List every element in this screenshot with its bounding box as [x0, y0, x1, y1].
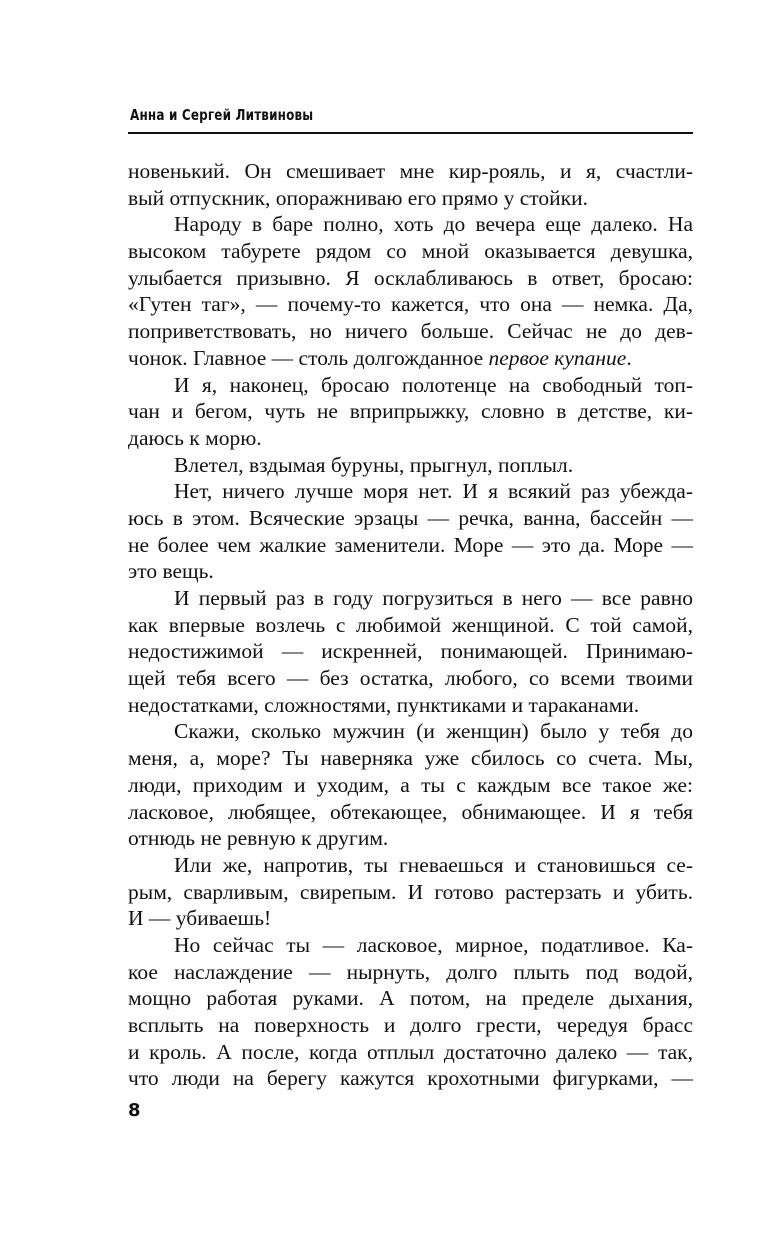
- text-line: вый отпускник, опоражниваю его прямо у стойки.: [128, 185, 588, 210]
- text-line: это вещь.: [128, 559, 214, 584]
- text-line: улыбается призывно. Я осклабливаюсь в ответ, бросаю:: [128, 265, 693, 290]
- text-line: как впервые возлечь с любимой женщиной. С той самой,: [128, 612, 693, 637]
- text-line: щей тебя всего — без остатка, любого, со всеми твоими: [128, 666, 693, 691]
- text-line: Нет, ничего лучше моря нет. И я всякий раз убежда-: [174, 479, 693, 504]
- running-head-authors: Анна и Сергей Литвиновы: [130, 106, 314, 124]
- text-line: даюсь к морю.: [128, 425, 262, 450]
- text-line: поприветствовать, но ничего больше. Сейчас не до дев-: [128, 319, 693, 344]
- text-line: Влетел, вздымая буруны, прыгнул, поплыл.: [174, 452, 574, 477]
- text-line: И я, наконец, бросаю полотенце на свободный топ-: [174, 372, 693, 397]
- text-line: чан и бегом, чуть не вприпрыжку, словно в детстве, ки-: [128, 399, 693, 424]
- text-line: ласковое, любящее, обтекающее, обнимающее. И я тебя: [128, 799, 693, 824]
- text-line: [128, 345, 693, 372]
- text-line: «Гутен таг», — почему-то кажется, что она — немка. Да,: [128, 292, 693, 317]
- text-line: не более чем жалкие заменители. Море — это да. Море —: [128, 532, 693, 557]
- text-line: новенький. Он смешивает мне кир-рояль, и я, счастли-: [128, 159, 693, 183]
- text-line: недостатками, сложностями, пунктиками и тараканами.: [128, 692, 640, 717]
- italic-phrase: первое купание: [488, 345, 627, 370]
- text-line: и кроль. А после, когда отплыл достаточно далеко — так,: [128, 1039, 693, 1064]
- text-line: Скажи, сколько мужчин (и женщин) было у тебя до: [174, 719, 693, 744]
- text-line: Или же, напротив, ты гневаешься и становишься се-: [174, 852, 693, 877]
- running-header: [128, 106, 693, 134]
- page-body-text: [128, 158, 693, 1092]
- text-line: недостижимой — искренней, понимающей. Принимаю-: [128, 639, 693, 664]
- text-line: Народу в баре полно, хоть до вечера еще далеко. На: [174, 212, 693, 237]
- text-line: И — убиваешь!: [128, 906, 272, 931]
- text-line: И первый раз в году погрузиться в него — все равно: [174, 586, 693, 610]
- text-line: что люди на берегу кажутся крохотными фигурками, —: [128, 1066, 693, 1091]
- text-line: рым, сварливым, свирепым. И готово растерзать и убить.: [128, 879, 693, 904]
- text-line: мощно работая руками. А потом, на пределе дыхания,: [128, 986, 693, 1011]
- page-number: 8: [128, 1100, 141, 1121]
- text-line: всплыть на поверхность и долго грести, чередуя брасс: [128, 1013, 693, 1037]
- text-line: высоком табурете рядом со мной оказывается девушка,: [128, 239, 693, 264]
- text-line: меня, а, море? Ты наверняка уже сбилось со счета. Мы,: [128, 746, 693, 771]
- text-fragment: чонок. Главное — столь долгожданное: [128, 345, 489, 370]
- text-line: юсь в этом. Всяческие эрзацы — речка, ванна, бассейн —: [128, 505, 693, 530]
- text-line: Но сейчас ты — ласковое, мирное, податливое. Ка-: [174, 932, 693, 957]
- text-fragment: .: [626, 345, 632, 370]
- text-line: люди, приходим и уходим, а ты с каждым все такое же:: [128, 772, 693, 797]
- text-line: кое наслаждение — нырнуть, долго плыть под водой,: [128, 959, 693, 984]
- text-line: отнюдь не ревную к другим.: [128, 826, 389, 851]
